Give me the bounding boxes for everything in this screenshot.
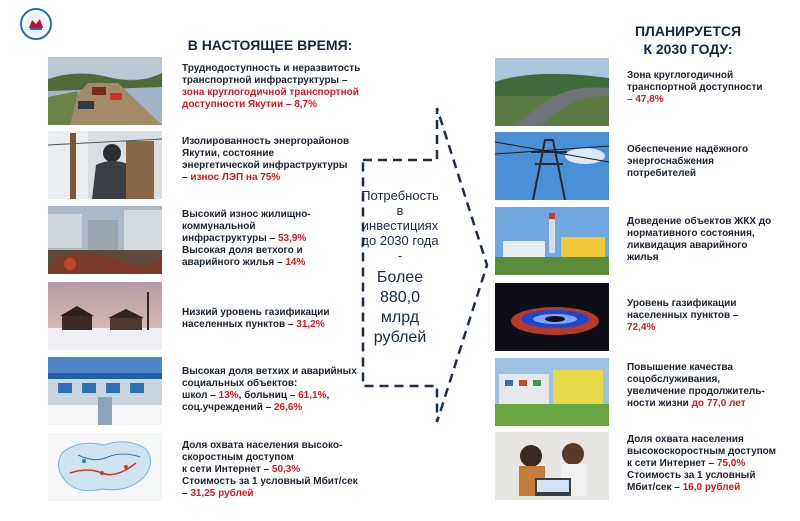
left-item-internet-line3 [182,464,372,476]
left-item-transport-line3: зона круглогодичной транспортной [182,87,359,98]
right-item-housing-line4: жилья [627,252,659,263]
left-item-transport-line4: доступности Якутии – 8,7% [182,99,318,110]
photo-gas-flame [495,283,609,351]
photo-power-worker [48,131,162,199]
investment-need-dash: - [397,248,403,263]
investment-need-line1: Потребность [361,188,439,203]
left-item-energy-line2: Якутии, состояние [182,148,275,159]
right-item-transport-line1: Зона круглогодичной [627,70,734,81]
right-item-internet [627,434,795,494]
left-item-social-inst-label: соц.учреждений – [182,402,274,413]
right-item-gas-line2: населенных пунктов – [627,310,739,321]
right-item-housing-line1: Доведение объектов ЖКХ до [627,216,772,227]
investment-amount-line4: рублей [373,329,427,346]
investment-amount-line2: 880,0 [379,289,421,306]
right-item-energy-line2: энергоснабжения [627,156,714,167]
right-item-social-line1: Повышение качества [627,362,733,373]
right-item-energy-line3: потребителей [627,168,697,179]
photo-social-building [48,357,162,425]
left-title: В НАСТОЯЩЕЕ ВРЕМЯ: [187,37,353,53]
dashed-arrow-shape [355,100,495,430]
right-item-internet-line3 [627,458,795,470]
right-item-internet-cost: 16,0 рублей [682,482,741,493]
right-item-social [627,362,792,410]
right-item-gas-line1: Уровень газификации [627,298,737,309]
right-title-line2: К 2030 ГОДУ: [643,41,733,57]
investment-need-line2: в [396,203,404,218]
right-item-transport-line2: транспортной доступности [627,82,763,93]
left-item-gas-line2 [182,319,372,331]
left-item-social-inst-value: 26,6% [273,402,303,413]
left-item-transport-line2: транспортной инфраструктуры – [182,75,348,86]
right-item-transport [627,70,792,106]
right-item-housing-line3: ликвидация аварийного [627,240,748,251]
investment-need-line3: инвестициях [361,218,439,233]
left-item-energy [182,136,372,184]
left-item-internet-dash: – [182,488,191,499]
right-item-social-line3: увеличение продолжитель- [627,386,765,397]
investment-need-line4: до 2030 года [361,233,439,248]
left-item-internet-line1: Доля охвата населения высоко- [182,440,343,451]
right-item-energy-line1: Обеспечение надёжного [627,144,749,155]
investment-need [360,188,440,263]
left-item-social-schools-label: школ – [182,390,219,401]
photo-internet-users [495,432,609,500]
left-item-energy-line1: Изолированность энергорайонов [182,136,350,147]
left-item-housing-label5: аварийного жилья – [182,257,286,268]
right-item-internet-line2: высокоскоростным доступом [627,446,777,457]
left-item-energy-value: износ ЛЭП на 75% [190,172,281,183]
left-item-housing-line4: Высокая доля ветхого и [182,245,303,256]
left-item-energy-line4 [182,172,372,184]
left-item-social-schools-value: 13% [218,390,239,401]
left-item-gas-label: населенных пунктов – [182,319,297,330]
left-item-gas-value: 31,2% [296,319,325,330]
right-item-social-value: до 77,0 лет [691,398,746,409]
right-item-internet-value: 75,0% [716,458,746,469]
emblem-logo [20,8,52,40]
photo-road-construction [48,57,162,125]
left-item-housing-value2: 14% [285,257,306,268]
left-item-energy-line3: энергетической инфраструктуры [182,160,348,171]
left-item-transport [182,63,372,111]
right-item-internet-line1: Доля охвата населения [627,434,744,445]
left-item-internet-cost: 31,25 рублей [190,488,254,499]
investment-amount-line1: Более [376,269,424,286]
left-item-energy-dash: – [182,172,191,183]
photo-new-road [495,58,609,126]
left-item-social-line2: социальных объектов: [182,378,298,389]
right-title [618,22,758,58]
investment-amount [360,268,440,348]
left-item-internet-line4: Стоимость за 1 условный Мбит/сек [182,476,358,487]
right-item-internet-cost-label: Мбит/сек – [627,482,683,493]
right-item-gas-value: 72,4% [627,322,656,333]
left-item-social-hospitals-value: 61,1% [298,390,327,401]
left-item-housing [182,209,372,269]
investment-amount-line3: млрд [380,309,420,326]
left-item-social-line3 [182,390,372,402]
left-item-social-hospitals-label: , больниц – [238,390,299,401]
left-item-housing-line2: коммунальной [182,221,256,232]
left-item-gas-line1: Низкий уровень газификации [182,307,330,318]
right-item-housing [627,216,792,264]
photo-old-housing [48,206,162,274]
right-item-internet-line4: Стоимость за 1 условный [627,470,756,481]
right-item-internet-line5 [627,482,795,494]
left-item-social-line1: Высокая доля ветхих и аварийных [182,366,357,377]
left-item-social [182,366,372,414]
left-item-gas [182,307,372,331]
left-item-social-line4 [182,402,372,414]
right-item-social-line2: соцобслуживания, [627,374,721,385]
photo-new-utilities [495,207,609,275]
left-item-housing-line3 [182,233,372,245]
left-item-social-comma: , [326,390,330,401]
left-item-housing-line1: Высокий износ жилищно- [182,209,311,220]
photo-power-lines [495,132,609,200]
photo-new-school [495,358,609,426]
left-item-transport-line1: Труднодоступность и неразвитость [182,63,361,74]
right-item-social-line4 [627,398,792,410]
right-item-gas [627,298,792,334]
left-item-housing-value1: 53,9% [277,233,307,244]
left-item-housing-label3: инфраструктуры – [182,233,278,244]
right-item-housing-line2: нормативного состояния, [627,228,755,239]
left-item-internet [182,440,372,500]
photo-village-winter [48,282,162,350]
photo-yakutia-map [48,433,162,501]
left-item-internet-line2: скоростным доступом [182,452,294,463]
left-item-internet-label: к сети Интернет – [182,464,272,475]
left-item-housing-line5 [182,257,372,269]
right-item-energy [627,144,792,180]
left-item-internet-value: 50,3% [271,464,301,475]
left-item-internet-line5 [182,488,372,500]
right-item-social-label: ности жизни [627,398,692,409]
right-item-transport-value: – 47,8% [627,94,664,105]
right-title-line1: ПЛАНИРУЕТСЯ [634,23,742,39]
right-item-internet-label: к сети Интернет – [627,458,717,469]
